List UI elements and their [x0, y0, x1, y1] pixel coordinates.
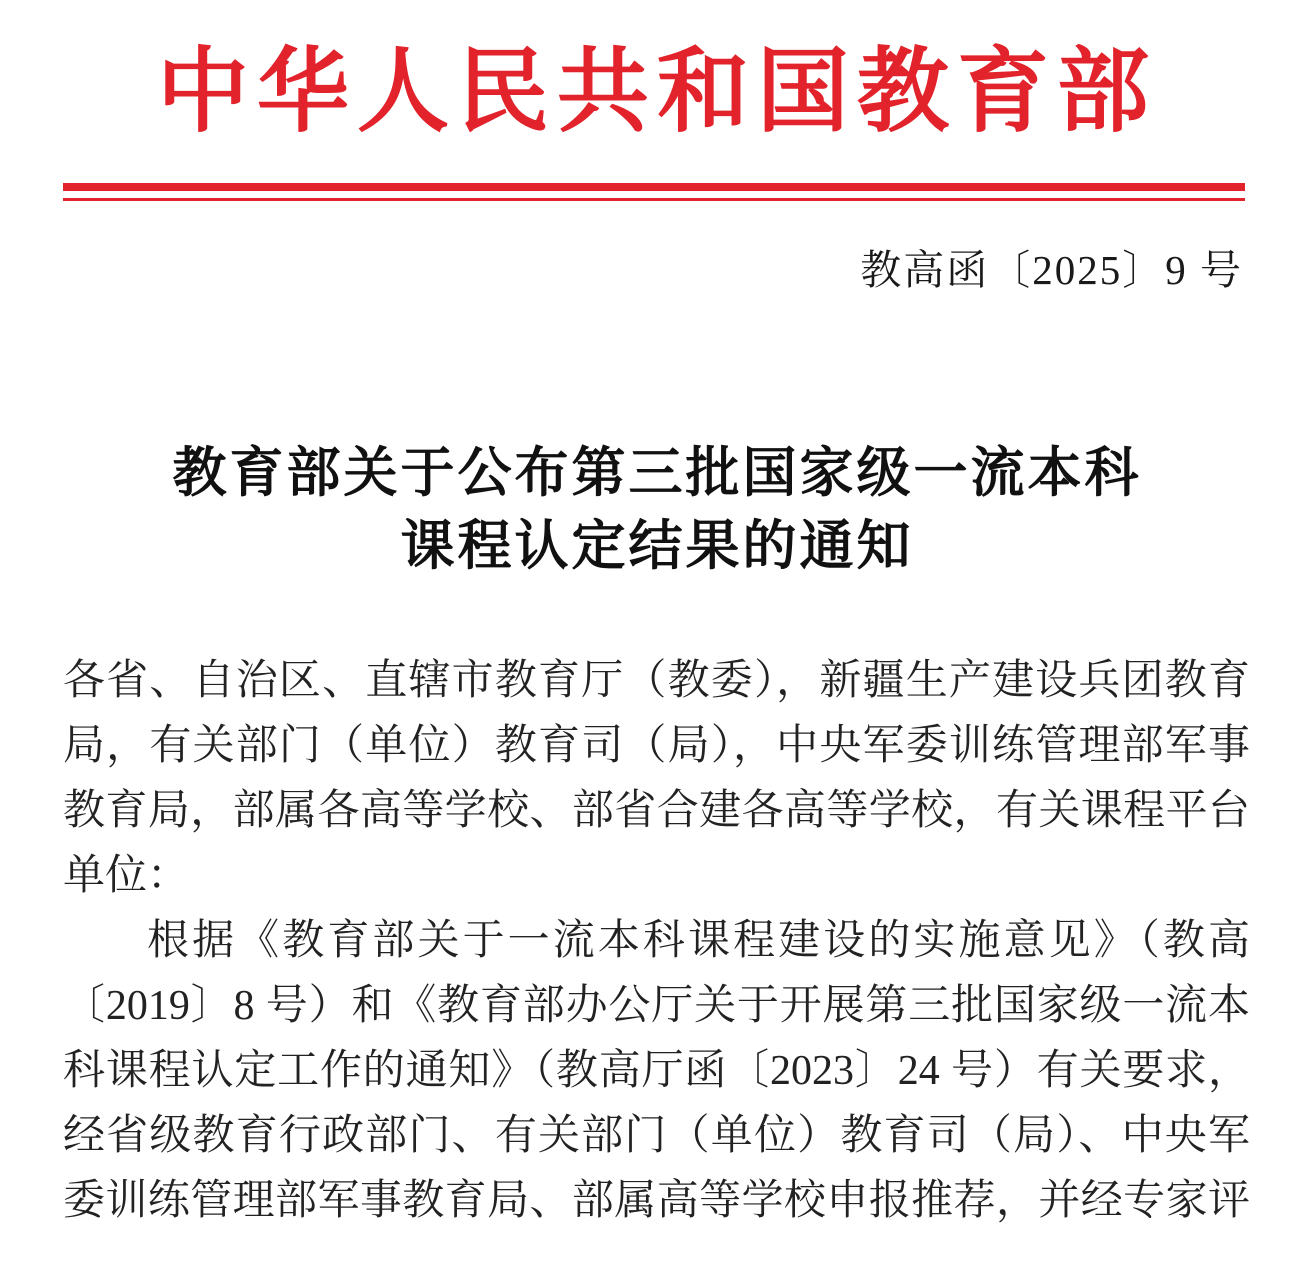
document-page	[0, 36, 1314, 1274]
body-line: 委训练管理部军事教育局、部属高等学校申报推荐，并经专家评	[63, 1178, 1250, 1224]
body-line: 科课程认定工作的通知》（教高厅函〔2023〕24 号）有关要求，	[63, 1048, 1250, 1094]
divider-line-thin	[63, 198, 1245, 201]
org-name: 中华人民共和国教育部	[156, 41, 1157, 143]
divider-line-thick	[63, 183, 1245, 191]
doc-number: 教高函〔2025〕9 号	[860, 247, 1243, 293]
doc-title-line-2: 课程认定结果的通知	[400, 516, 914, 576]
body-line: 各省、自治区、直辖市教育厅（教委），新疆生产建设兵团教育	[63, 658, 1250, 704]
body-line: 根据《教育部关于一流本科课程建设的实施意见》（教高	[147, 918, 1250, 964]
body-line: 单位：	[63, 853, 190, 899]
doc-body	[63, 649, 1250, 1234]
doc-title-line-1: 教育部关于公布第三批国家级一流本科	[172, 443, 1142, 503]
body-line: 〔2019〕8 号）和《教育部办公厅关于开展第三批国家级一流本	[63, 983, 1250, 1029]
letterhead	[0, 36, 1314, 201]
doc-title	[0, 437, 1314, 583]
body-line: 局，有关部门（单位）教育司（局），中央军委训练管理部军事	[63, 723, 1250, 769]
body-line: 教育局，部属各高等学校、部省合建各高等学校，有关课程平台	[63, 788, 1250, 834]
body-line: 经省级教育行政部门、有关部门（单位）教育司（局）、中央军	[63, 1113, 1250, 1159]
red-divider	[63, 183, 1245, 201]
